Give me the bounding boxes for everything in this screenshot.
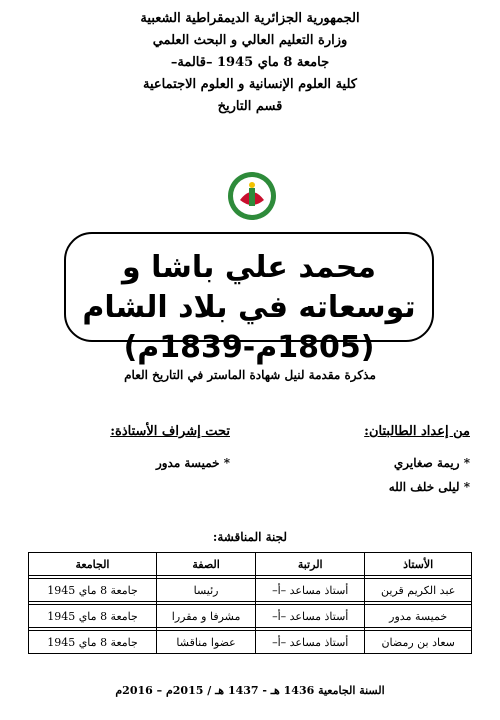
table-cell: سعاد بن رمضان: [365, 631, 472, 654]
column-header: الأستاذ: [365, 553, 472, 576]
table-cell: عضوا مناقشا: [157, 631, 256, 654]
students-section: [320, 424, 470, 499]
thesis-purpose: مذكرة مقدمة لنيل شهادة الماستر في التاريخ العام: [124, 368, 376, 382]
thesis-period: (1805م-1839م): [123, 330, 375, 365]
table-cell: أستاذ مساعد –أ–: [256, 579, 365, 602]
table-cell: جامعة 8 ماي 1945: [29, 579, 157, 602]
table-cell: أستاذ مساعد –أ–: [256, 631, 365, 654]
thesis-title: محمد علي باشا و توسعاته في بلاد الشام: [82, 250, 416, 325]
students-heading: من إعداد الطالبتان:: [364, 424, 470, 439]
table-cell: جامعة 8 ماي 1945: [29, 605, 157, 628]
student-name: * ليلى خلف الله: [388, 480, 470, 494]
academic-year: السنة الجامعية 1436 هـ - 1437 هـ / 2015م – 2016م: [115, 684, 385, 697]
table-cell: رئيسا: [157, 579, 256, 602]
column-header: الجامعة: [29, 553, 157, 576]
column-header: الرتبة: [256, 553, 365, 576]
university-logo-icon: [226, 170, 278, 222]
table-cell: عبد الكريم قرين: [365, 579, 472, 602]
header-line-republic: الجمهورية الجزائرية الديمقراطية الشعبية: [140, 11, 360, 26]
header-line-faculty: كلية العلوم الإنسانية و العلوم الاجتماعية: [143, 77, 357, 92]
table-cell: أستاذ مساعد –أ–: [256, 605, 365, 628]
student-name: * ريمة صغايري: [393, 456, 470, 470]
table-row: [29, 579, 472, 602]
institution-header: [24, 8, 476, 118]
committee-label: لجنة المناقشة:: [212, 530, 288, 544]
header-line-ministry: وزارة التعليم العالي و البحث العلمي: [152, 33, 348, 48]
thesis-title-box: [64, 232, 434, 365]
table-cell: جامعة 8 ماي 1945: [29, 631, 157, 654]
table-cell: مشرفا و مقررا: [157, 605, 256, 628]
table-row: [29, 605, 472, 628]
supervisor-name: * خميسة مدور: [155, 456, 230, 470]
header-line-department: قسم التاريخ: [217, 99, 283, 114]
table-row: [29, 631, 472, 654]
supervisor-heading: تحت إشراف الأستاذة:: [110, 424, 230, 439]
committee-table: [28, 552, 472, 654]
table-header-row: [29, 553, 472, 576]
header-line-university: جامعة 8 ماي 1945 –قالمة–: [170, 55, 330, 70]
table-cell: خميسة مدور: [365, 605, 472, 628]
column-header: الصفة: [157, 553, 256, 576]
supervisor-section: [80, 424, 230, 475]
